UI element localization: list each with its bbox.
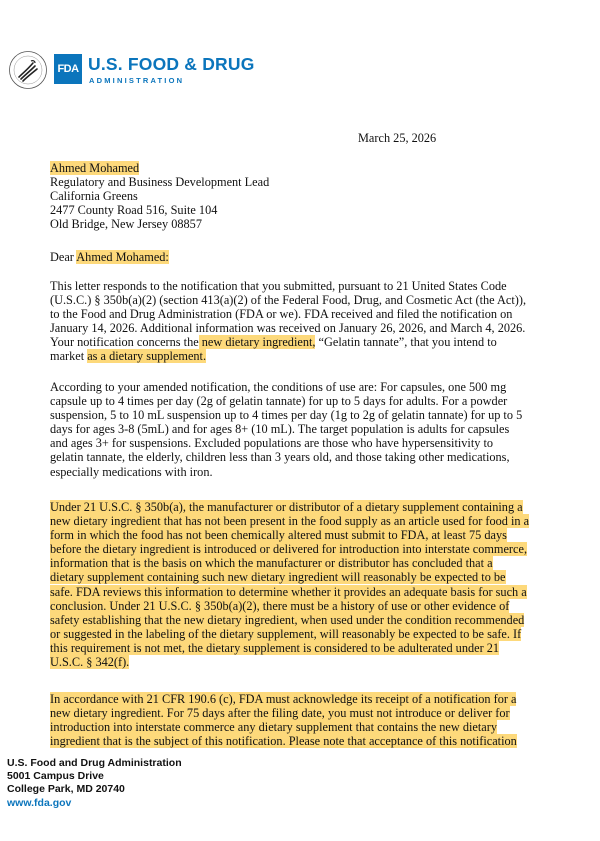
highlighted-line: Under 21 U.S.C. § 350b(a), the manufacturer or distributor of a dietary supplement containing a [50,500,523,514]
recipient-street: 2477 County Road 516, Suite 104 [50,203,218,218]
footer-website-link[interactable]: www.fda.gov [7,796,72,809]
footer-address [7,757,182,810]
paragraph-line: to the Food and Drug Administration (FDA or we). FDA received and filed the notification on [50,307,513,322]
agency-subtitle: ADMINISTRATION [89,76,185,85]
highlighted-line: information that is the basis on which the manufacturer or distributor has concluded that a [50,556,493,571]
highlight-dietary-supplement: as a dietary supplement. [87,349,207,364]
text-segment: Your notification concerns the [50,335,199,350]
fda-logo-box: FDA [54,54,82,84]
footer-agency: U.S. Food and Drug Administration [7,757,182,769]
paragraph-line: especially medications with iron. [50,464,213,479]
recipient-title: Regulatory and Business Development Lead [50,175,270,190]
paragraph-line: January 14, 2026. Additional information was received on January 26, 2026, and March 4, 2026. [50,321,526,336]
highlighted-line: new dietary ingredient. For 75 days after the filing date, you must not introduce or deliver for [50,706,510,721]
recipient-company: California Greens [50,189,138,204]
letter-date: March 25, 2026 [358,131,437,145]
highlighted-line: ingredient that is the subject of this notification. Please note that acceptance of this notification [50,734,517,749]
paragraph-line [50,349,555,363]
highlighted-line: this requirement is not met, the dietary supplement is considered to be adulterated under 21 [50,640,500,655]
footer-city: College Park, MD 20740 [7,783,125,796]
recipient-name: Ahmed Mohamed [50,161,140,175]
highlighted-line: dietary supplement containing such new dietary ingredient will reasonably be expected to be [50,570,506,585]
footer-street: 5001 Campus Drive [7,770,104,783]
paragraph-3 [50,500,555,669]
highlighted-line: conclusion. Under 21 U.S.C. § 350b(a)(2), there must be a history of use or other evidence of [50,598,510,613]
highlighted-line: U.S.C. § 342(f). [50,655,130,670]
paragraph-line: This letter responds to the notification that you submitted, pursuant to 21 United States Code [50,279,507,293]
paragraph-line: capsule up to 4 times per day (2g of gelatin tannate) for up to 5 days for adults. For a powder [50,394,508,409]
paragraph-line: According to your amended notification, the conditions of use are: For capsules, one 500 mg [50,380,507,394]
highlighted-line: introduction into interstate commerce any dietary supplement that contains the new dietary [50,720,497,735]
paragraph-line: (U.S.C.) § 350b(a)(2) (section 413(a)(2) of the Federal Food, Drug, and Cosmetic Act (the Act)), [50,293,527,308]
agency-name: U.S. FOOD & DRUG [88,54,255,74]
paragraph-1 [50,279,555,364]
highlighted-line: or suggested in the labeling of the dietary supplement, will reasonably be expected to be safe. If [50,626,522,641]
text-segment: market [50,349,88,364]
paragraph-2 [50,380,555,479]
recipient-address [50,161,570,231]
highlighted-line: new dietary ingredient that has not been present in the food supply as an article used for food in a [50,514,530,529]
salutation-name: Ahmed Mohamed: [76,250,169,264]
paragraph-4 [50,692,555,748]
highlighted-line: safety establishing that the new dietary ingredient, when used under the condition recommended [50,612,525,627]
recipient-city: Old Bridge, New Jersey 08857 [50,217,202,232]
highlighted-line: form in which the food has not been chemically altered must submit to FDA, at least 75 days [50,528,507,543]
highlighted-line: before the dietary ingredient is introduced or delivered for introduction into interstate commerce, [50,542,528,557]
highlight-ndi: new dietary ingredient, [198,335,316,350]
paragraph-line: gelatin tannate, the elderly, children less than 3 years old, and those taking other medications, [50,450,510,465]
paragraph-line: suspension, 5 to 10 mL suspension up to 4 times per day (1g to 2g of gelatin tannate) for up to 5 [50,408,523,423]
text-segment: “Gelatin tannate”, that you intend to [315,335,497,350]
highlighted-line: In accordance with 21 CFR 190.6 (c), FDA must acknowledge its receipt of a notification for a [50,692,517,706]
salutation [50,250,169,264]
paragraph-line [50,335,555,349]
highlighted-line: safe. FDA reviews this information to determine whether it provides an adequate basis for such a [50,584,527,599]
paragraph-line: and ages 3+ for suspensions. Excluded populations are those who have hypersensitivity to [50,436,494,451]
salutation-prefix: Dear [50,250,77,264]
hhs-seal-icon [8,50,48,90]
paragraph-line: days for ages 3-8 (5mL) and for ages 8+ (10 mL). The target population is adults for capsules [50,422,510,437]
